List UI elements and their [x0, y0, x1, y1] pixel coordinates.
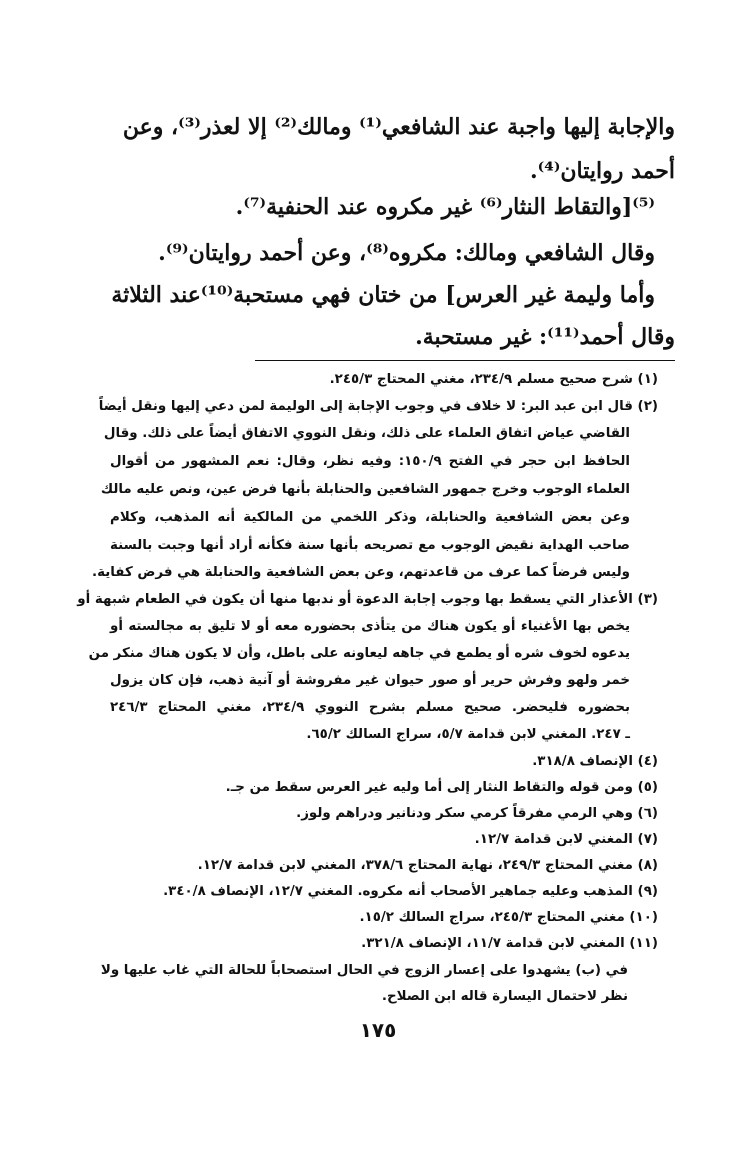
footnote-line: (٣) الأعذار التي يسقط بها وجوب إجابة الدعوة أو ندبها منها أن يكون في الطعام شبهة أو: [77, 592, 658, 607]
footnote-line: ـ ٢٤٧. المغني لابن قدامة ٥/٧، سراج السالك ٦٥/٢.: [306, 727, 630, 742]
footnote-line: نظر لاحتمال اليسارة قاله ابن الصلاح.: [381, 989, 628, 1004]
footnote-line: (٧) المغني لابن قدامة ١٢/٧.: [474, 832, 658, 847]
footnote-separator: [255, 360, 675, 361]
footnote-line: في (ب) يشهدوا على إعسار الزوج في الحال استصحاباً للحالة التي غاب عليها ولا: [100, 963, 628, 978]
main-line: وأما وليمة غير العرس] من ختان فهي مستحبة⁽¹⁰⁾عند الثلاثة: [111, 282, 655, 308]
main-line: وقال الشافعي ومالك: مكروه⁽⁸⁾، وعن أحمد روايتان⁽⁹⁾.: [158, 240, 655, 266]
footnote-line: (١١) المغني لابن قدامة ١١/٧، الإنصاف ٣٢١/٨.: [361, 936, 658, 951]
footnote-line: يدعوه لخوف شره أو يطمع في جاهه ليعاونه على باطل، وأن لا يكون هناك منكر من: [88, 646, 630, 661]
footnote-line: القاضي عياض اتفاق العلماء على ذلك، ونقل النووي الاتفاق أيضاً على ذلك. وقال: [103, 426, 630, 441]
footnote-line: (٢) قال ابن عبد البر: لا خلاف في وجوب الإجابة إلى الوليمة لمن دعي إليها ونقل أيضاً: [98, 399, 658, 414]
main-line: وقال أحمد⁽¹¹⁾: غير مستحبة.: [415, 324, 675, 350]
footnote-line: (٥) ومن قوله والتقاط النثار إلى أما وليه غير العرس سقط من جـ.: [225, 780, 658, 795]
main-line: أحمد روايتان⁽⁴⁾.: [529, 158, 675, 184]
footnote-line: العلماء الوجوب وخرج جمهور الشافعين والحنابلة بأنها فرض عين، ونص عليه مالك: [100, 482, 630, 497]
footnote-line: (٨) مغني المحتاج ٢٤٩/٣، نهاية المحتاج ٣٧٨/٦، المغني لابن قدامة ١٢/٧.: [197, 858, 658, 873]
footnote-line: (٦) وهي الرمي مفرقاً كرمي سكر ودنانير ودراهم ولوز.: [296, 806, 658, 821]
main-line: ⁽⁵⁾[والتقاط النثار⁽⁶⁾ غير مكروه عند الحنفية⁽⁷⁾.: [235, 194, 655, 220]
footnote-line: (٤) الإنصاف ٣١٨/٨.: [532, 754, 658, 769]
footnote-line: (٩) المذهب وعليه جماهير الأصحاب أنه مكروه. المغني ١٢/٧، الإنصاف ٣٤٠/٨.: [163, 884, 658, 899]
footnote-line: صاحب الهداية نقيض الوجوب مع تصريحه بأنها سنة فكأنه أراد أنها وجبت بالسنة: [110, 538, 630, 553]
main-line: والإجابة إليها واجبة عند الشافعي⁽¹⁾ ومالك⁽²⁾ إلا لعذر⁽³⁾، وعن: [122, 114, 675, 140]
footnote-line: وعن بعض الشافعية والحنابلة، وذكر اللخمي من المالكية أنه المذهب، وكلام: [110, 510, 630, 525]
footnote-line: يخص بها الأغنياء أو يكون هناك من يتأذى بحضوره معه أو لا تليق به مجالسته أو: [110, 619, 630, 634]
footnote-line: وليس فرضاً كما عرف من قاعدتهم، وعن بعض الشافعية والحنابلة هي فرض كفاية.: [92, 565, 630, 580]
footnote-line: بحضوره فليحضر. صحيح مسلم بشرح النووي ٢٣٤/٩، مغني المحتاج ٢٤٦/٣: [110, 700, 631, 715]
footnote-line: (١) شرح صحيح مسلم ٢٣٤/٩، مغني المحتاج ٢٤٥/٣.: [329, 372, 658, 387]
footnote-line: (١٠) مغني المحتاج ٢٤٥/٣، سراج السالك ١٥/٢.: [359, 910, 658, 925]
footnote-line: الحافظ ابن حجر في الفتح ١٥٠/٩: وفيه نظر، وقال: نعم المشهور من أقوال: [110, 454, 630, 469]
page-number: ١٧٥: [359, 1018, 397, 1042]
footnote-line: خمر ولهو وفرش حرير أو صور حيوان غير مفروشة أو آنية ذهب، فإن كان يزول: [110, 673, 630, 688]
